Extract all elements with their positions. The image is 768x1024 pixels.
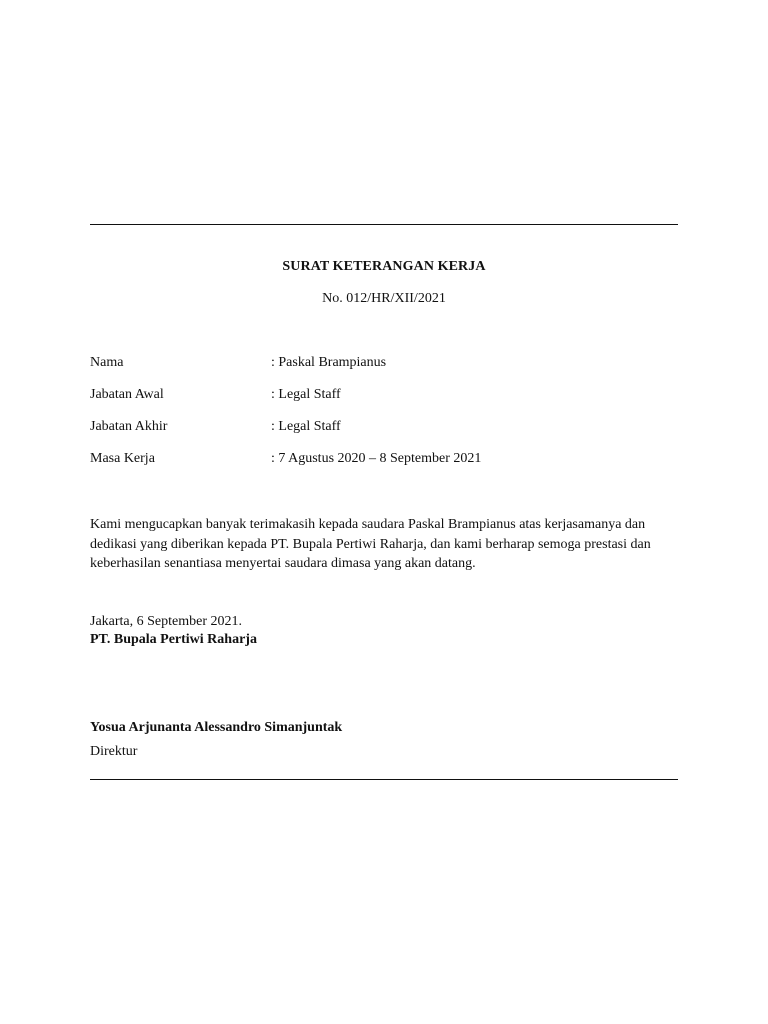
field-label: Jabatan Akhir (90, 419, 168, 434)
field-value: : 7 Agustus 2020 – 8 September 2021 (271, 451, 482, 466)
place-date: Jakarta, 6 September 2021. (90, 614, 243, 629)
field-value: : Legal Staff (271, 387, 341, 402)
field-row-jabatan-akhir (90, 419, 678, 451)
body-paragraph: Kami mengucapkan banyak terimakasih kepada saudara Paskal Brampianus atas kerjasamanya dan dedikasi yang diberikan kepada PT. Bupala Pertiwi Raharja, dan kami berharap semoga prestasi dan keberhasilan senantiasa menyertai saudara dimasa yang akan datang. (90, 517, 651, 571)
field-value: : Paskal Brampianus (271, 355, 387, 370)
field-row-masa-kerja (90, 451, 678, 483)
field-label: Masa Kerja (90, 451, 155, 466)
field-label: Jabatan Awal (90, 387, 164, 402)
document-number: No. 012/HR/XII/2021 (322, 291, 446, 306)
field-row-nama (90, 355, 678, 387)
bottom-divider (90, 779, 678, 780)
signer-title: Direktur (90, 744, 138, 759)
company-name: PT. Bupala Pertiwi Raharja (90, 632, 257, 647)
field-label: Nama (90, 355, 124, 370)
top-divider (90, 224, 678, 225)
field-value: : Legal Staff (271, 419, 341, 434)
employee-details (90, 355, 678, 483)
document-title: SURAT KETERANGAN KERJA (282, 259, 486, 274)
field-row-jabatan-awal (90, 387, 678, 419)
signer-name: Yosua Arjunanta Alessandro Simanjuntak (90, 720, 343, 735)
